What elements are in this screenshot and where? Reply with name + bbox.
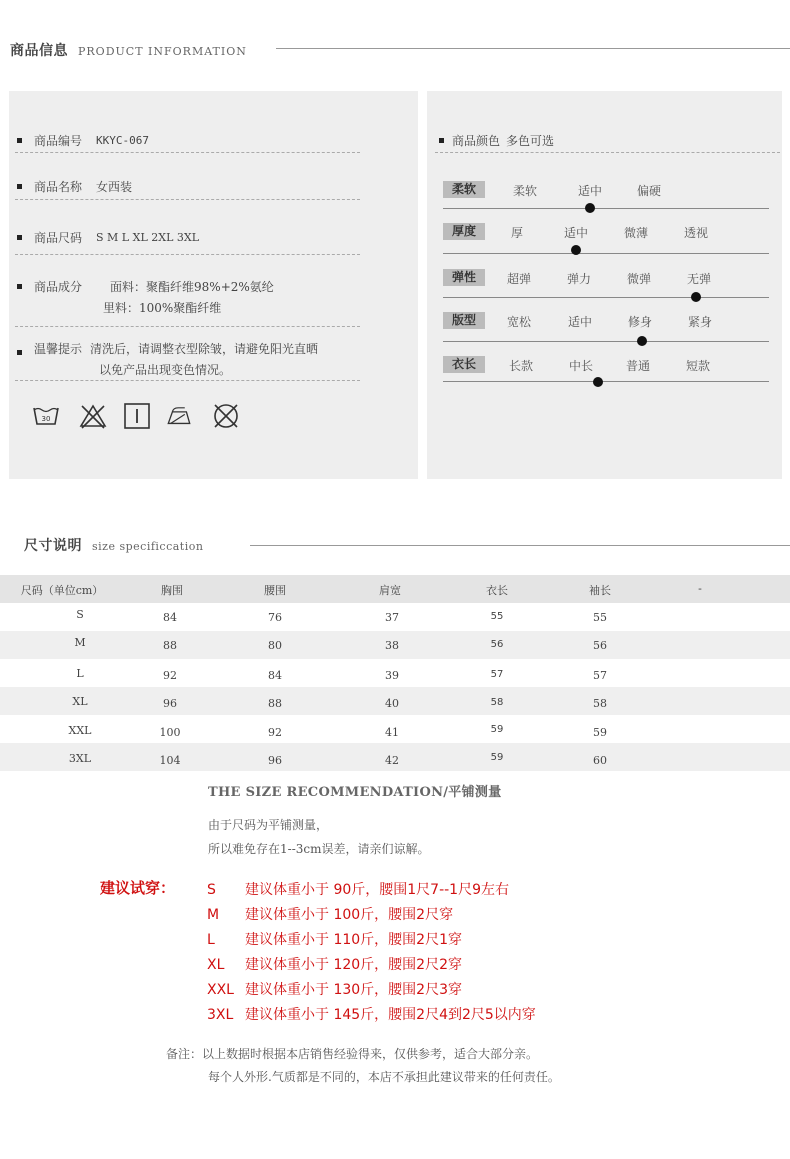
attr-option: 微薄 [624, 226, 649, 240]
attr-scale-line [443, 208, 769, 209]
attr-option: 偏硬 [637, 184, 662, 198]
color-value: 多色可选 [506, 134, 555, 148]
attr-selected-dot [593, 377, 603, 387]
attr-option: 中长 [569, 359, 594, 373]
table-header-row [0, 575, 790, 603]
attributes-panel [427, 91, 782, 479]
rec-size: M [207, 907, 220, 923]
table-cell: 76 [268, 611, 282, 624]
rec-size: XXL [207, 982, 234, 998]
info-value: S M L XL 2XL 3XL [96, 231, 200, 244]
attr-scale-line [443, 341, 769, 342]
attr-scale-line [443, 381, 769, 382]
table-cell: 84 [268, 669, 282, 682]
table-cell: 42 [385, 754, 399, 767]
table-header-cell: 胸围 [161, 584, 183, 597]
tip-line-1: 清洗后，请调整衣型除皱，请避免阳光直晒 [90, 342, 319, 356]
info-row-code [17, 132, 149, 149]
bullet-icon [439, 138, 444, 143]
table-header-cell: 衣长 [486, 584, 508, 597]
no-bleach-icon [79, 402, 107, 430]
rec-row [207, 929, 462, 949]
table-row [0, 603, 790, 631]
table-cell: 37 [385, 611, 399, 624]
table-cell: 57 [490, 669, 504, 680]
table-header-cell: - [698, 582, 702, 595]
table-cell: 3XL [68, 752, 92, 765]
table-cell: 88 [268, 697, 282, 710]
rec-row [207, 979, 462, 999]
table-cell: 39 [385, 669, 399, 682]
wash-30-icon [32, 402, 60, 430]
table-cell: 38 [385, 639, 399, 652]
info-row-material [17, 278, 274, 295]
dashed-divider [15, 326, 360, 327]
rec-row [207, 1004, 536, 1024]
rec-row [207, 954, 462, 974]
table-cell: L [76, 667, 84, 680]
dashed-divider [15, 152, 360, 153]
table-cell: 84 [163, 611, 177, 624]
attr-option: 适中 [568, 315, 593, 329]
dashed-divider [435, 152, 780, 153]
table-cell: 59 [593, 726, 607, 739]
attr-option: 普通 [626, 359, 651, 373]
attr-selected-dot [571, 245, 581, 255]
rec-row [207, 879, 509, 899]
table-cell: 40 [385, 697, 399, 710]
measure-note-1: 由于尺码为平铺测量， [208, 818, 329, 832]
table-row [0, 743, 790, 771]
table-cell: 41 [385, 726, 399, 739]
rec-text: 建议体重小于 130斤，腰围2尺3穿 [245, 982, 462, 998]
table-header-cell: 袖长 [589, 584, 611, 597]
info-row-name [17, 178, 132, 195]
rec-size: XL [207, 957, 225, 973]
attr-option: 长款 [509, 359, 534, 373]
table-cell: 58 [593, 697, 607, 710]
product-info-title-en: PRODUCT INFORMATION [78, 45, 247, 58]
bullet-icon [17, 350, 22, 355]
attr-option: 适中 [564, 226, 589, 240]
attr-selected-dot [691, 292, 701, 302]
table-cell: 104 [159, 754, 181, 767]
attr-option: 适中 [578, 184, 603, 198]
table-cell: 57 [593, 669, 607, 682]
table-header-cell: 腰围 [264, 584, 286, 597]
color-label: 商品颜色 [452, 134, 501, 148]
attr-selected-dot [637, 336, 647, 346]
size-spec-divider [250, 545, 790, 546]
iron-icon [165, 402, 193, 430]
bullet-icon [17, 184, 22, 189]
dashed-divider [15, 199, 360, 200]
table-cell: XL [72, 695, 88, 708]
table-cell: 92 [268, 726, 282, 739]
table-cell: XXL [68, 724, 92, 737]
table-cell: 55 [593, 611, 607, 624]
attr-tag-thickness: 厚度 [443, 223, 485, 240]
table-cell: 96 [163, 697, 177, 710]
table-cell: M [74, 636, 86, 649]
rec-row [207, 904, 453, 924]
table-cell: 80 [268, 639, 282, 652]
size-spec-title-cn: 尺寸说明 [24, 538, 82, 554]
dashed-divider [15, 380, 360, 381]
recommendation-title: 建议试穿： [100, 879, 176, 897]
table-row [0, 631, 790, 659]
table-cell: S [76, 608, 84, 621]
lining-text: 里料：100%聚酯纤维 [103, 301, 222, 315]
attr-option: 透视 [684, 226, 709, 240]
attr-option: 紧身 [688, 315, 713, 329]
bullet-icon [17, 138, 22, 143]
attr-option: 短款 [686, 359, 711, 373]
product-info-header [10, 40, 247, 60]
table-cell: 56 [593, 639, 607, 652]
attr-option: 柔软 [513, 184, 538, 198]
remark-line-2: 每个人外形.气质都是不同的，本店不承担此建议带来的任何责任。 [208, 1070, 560, 1084]
info-label: 商品名称 [34, 180, 83, 194]
info-value: 女西装 [96, 180, 133, 194]
table-cell: 56 [490, 639, 504, 650]
attr-scale-line [443, 297, 769, 298]
attr-scale-line [443, 253, 769, 254]
info-label: 商品尺码 [34, 231, 83, 245]
attr-option: 厚 [511, 226, 524, 240]
tip-line-2: 以免产品出现变色情况。 [99, 363, 232, 377]
color-row [439, 132, 554, 149]
rec-text: 建议体重小于 100斤，腰围2尺穿 [245, 907, 454, 923]
table-row [0, 659, 790, 687]
attr-tag-fit: 版型 [443, 312, 485, 329]
attr-selected-dot [585, 203, 595, 213]
rec-text: 建议体重小于 90斤，腰围1尺7--1尺9左右 [245, 882, 509, 898]
info-label: 商品编号 [34, 134, 83, 148]
table-cell: 96 [268, 754, 282, 767]
table-cell: 88 [163, 639, 177, 652]
info-label: 商品成分 [34, 280, 83, 294]
header-divider [276, 48, 790, 49]
table-cell: 58 [490, 697, 504, 708]
tumble-dry-icon [123, 402, 151, 430]
remark-line-1: 备注：以上数据时根据本店销售经验得来，仅供参考，适合大部分亲。 [166, 1047, 539, 1061]
info-row-tip [17, 340, 318, 357]
rec-text: 建议体重小于 120斤，腰围2尺2穿 [245, 957, 462, 973]
table-row [0, 715, 790, 743]
rec-size: S [207, 882, 216, 898]
measure-note-2: 所以难免存在1--3cm误差，请亲们谅解。 [208, 842, 430, 856]
tip-label: 温馨提示 [34, 342, 83, 356]
attr-option: 无弹 [687, 272, 712, 286]
bullet-icon [17, 284, 22, 289]
table-row [0, 687, 790, 715]
info-value: KKYC-067 [96, 134, 149, 147]
table-cell: 59 [490, 752, 504, 763]
attr-option: 宽松 [507, 315, 532, 329]
size-spec-title-en: size specificcation [92, 540, 204, 553]
attr-option: 微弹 [627, 272, 652, 286]
attr-option: 弹力 [567, 272, 592, 286]
attr-option: 修身 [628, 315, 653, 329]
product-info-title-cn: 商品信息 [10, 43, 68, 59]
info-row-size [17, 229, 199, 246]
table-cell: 59 [490, 724, 504, 735]
rec-size: 3XL [207, 1007, 234, 1023]
attr-option: 超弹 [507, 272, 532, 286]
rec-text: 建议体重小于 145斤，腰围2尺4到2尺5以内穿 [245, 1007, 536, 1023]
rec-text: 建议体重小于 110斤，腰围2尺1穿 [245, 932, 462, 948]
bullet-icon [17, 235, 22, 240]
dashed-divider [15, 254, 360, 255]
recommendation-heading: THE SIZE RECOMMENDATION/平铺测量 [208, 785, 502, 800]
attr-tag-softness: 柔软 [443, 181, 485, 198]
attr-tag-elasticity: 弹性 [443, 269, 485, 286]
rec-size: L [207, 932, 215, 948]
table-cell: 92 [163, 669, 177, 682]
table-header-cell: 肩宽 [379, 584, 401, 597]
table-cell: 55 [490, 611, 504, 622]
table-cell: 100 [159, 726, 181, 739]
info-value: 面料：聚酯纤维98%+2%氨纶 [110, 280, 274, 294]
no-dry-clean-icon [212, 402, 240, 430]
table-cell: 60 [593, 754, 607, 767]
table-header-cell: 尺码（单位cm） [20, 584, 104, 597]
attr-tag-length: 衣长 [443, 356, 485, 373]
wash-temp-label: 30 [41, 415, 51, 423]
size-spec-header [24, 535, 203, 555]
